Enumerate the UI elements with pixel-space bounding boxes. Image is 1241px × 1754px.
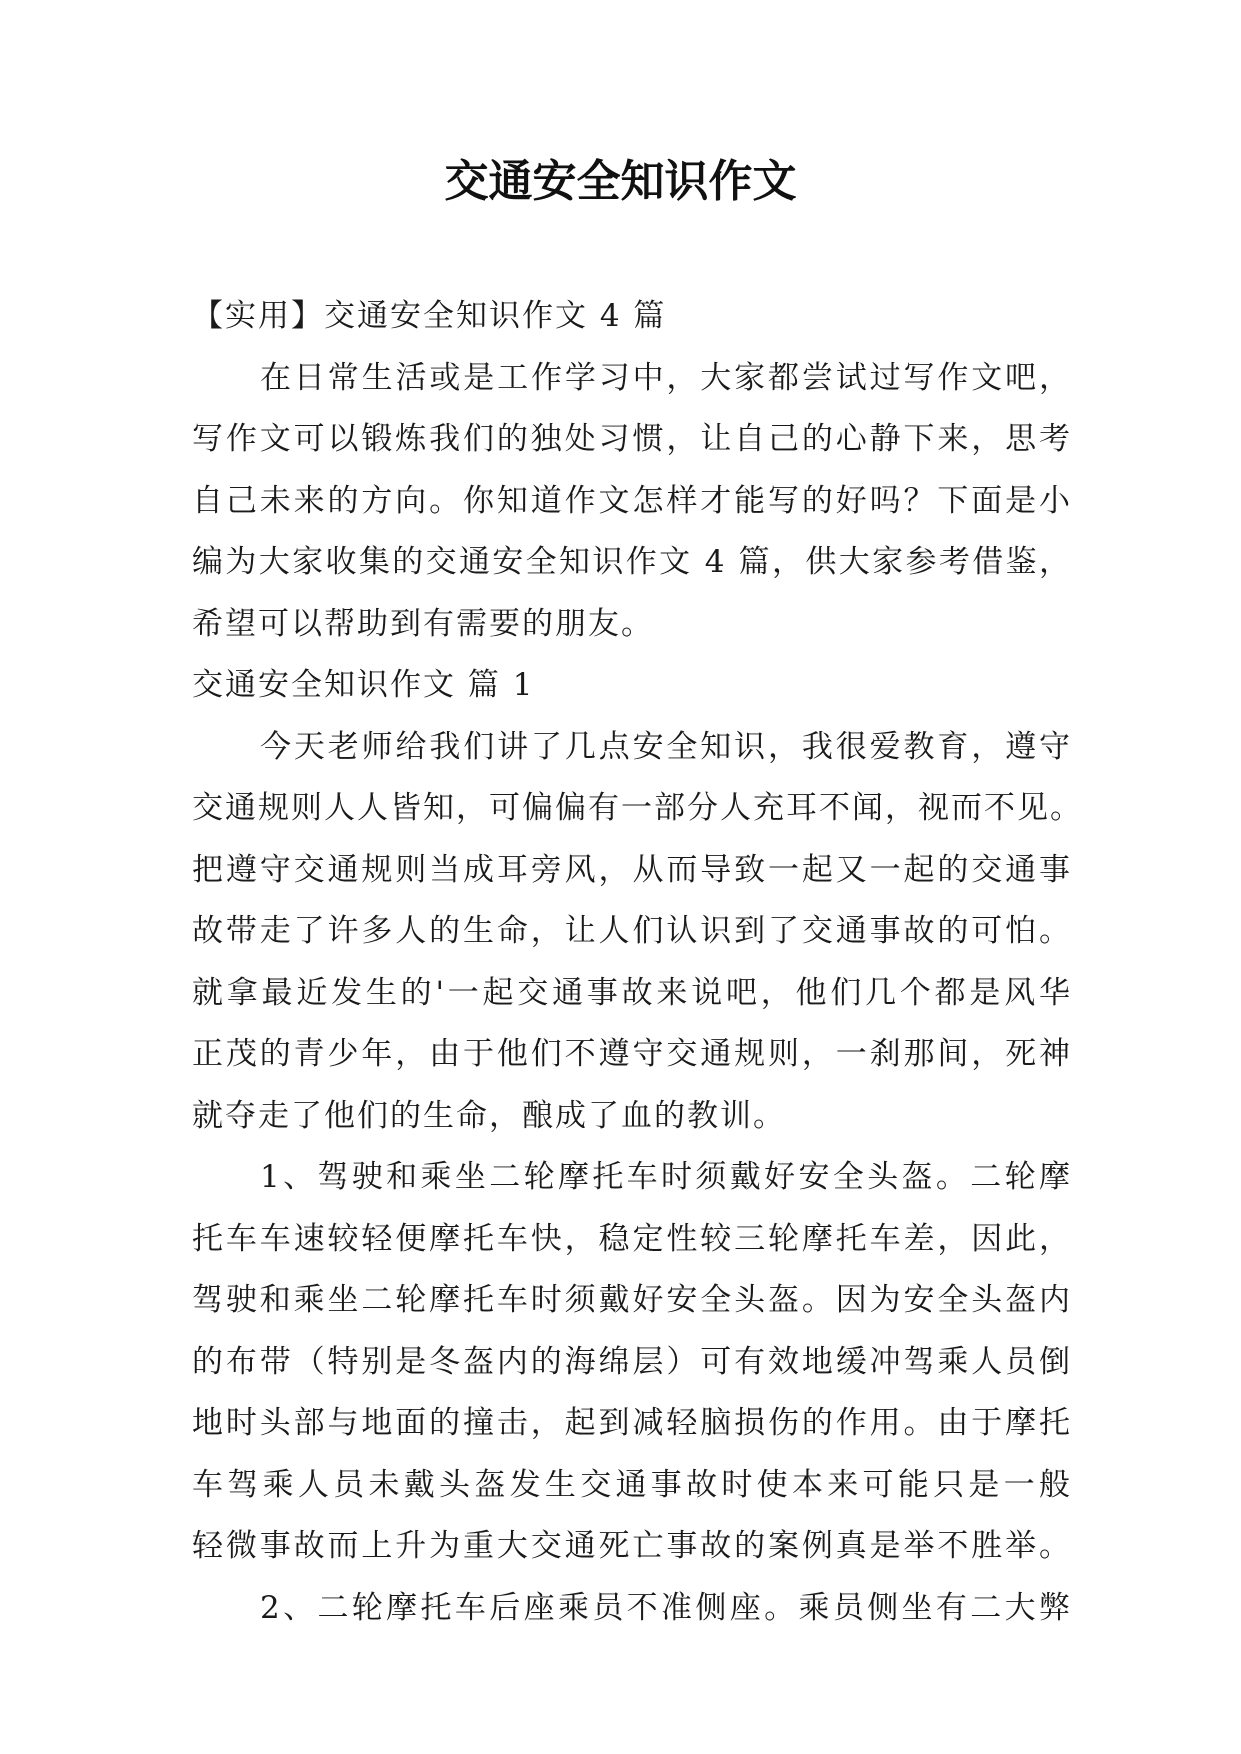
subtitle-line: 【实用】交通安全知识作文 4 篇 [192, 298, 667, 334]
paragraph-line: 今天老师给我们讲了几点安全知识，我很爱教育，遵守 [260, 728, 1072, 765]
intro-line: 在日常生活或是工作学习中，大家都尝试过写作文吧， [260, 359, 1072, 396]
body-paragraph-2 [192, 1147, 1072, 1578]
paragraph-line: 车驾乘人员未戴头盔发生交通事故时使本来可能只是一般 [192, 1466, 1072, 1503]
intro-line: 编为大家收集的交通安全知识作文 4 篇，供大家参考借鉴， [192, 544, 1072, 580]
intro-line: 自己未来的方向。你知道作文怎样才能写的好吗？下面是小 [192, 482, 1072, 519]
paragraph-line: 把遵守交通规则当成耳旁风，从而导致一起又一起的交通事 [192, 851, 1072, 888]
paragraph-line: 2、二轮摩托车后座乘员不准侧座。乘员侧坐有二大弊 [260, 1589, 1072, 1626]
document-title: 交通安全知识作文 [444, 156, 797, 207]
paragraph-line: 交通规则人人皆知，可偏偏有一部分人充耳不闻，视而不见。 [192, 790, 1083, 826]
paragraph-line: 地时头部与地面的撞击，起到减轻脑损伤的作用。由于摩托 [192, 1405, 1072, 1441]
document-body [192, 286, 1083, 1639]
intro-paragraph [192, 348, 1072, 656]
body-paragraph-1 [192, 717, 1083, 1148]
paragraph-line: 1、驾驶和乘坐二轮摩托车时须戴好安全头盔。二轮摩 [260, 1159, 1072, 1195]
paragraph-line: 驾驶和乘坐二轮摩托车时须戴好安全头盔。因为安全头盔内 [192, 1282, 1072, 1318]
paragraph-line: 故带走了许多人的生命，让人们认识到了交通事故的可怕。 [192, 913, 1072, 949]
body-paragraph-3 [192, 1578, 1072, 1640]
document-subtitle [192, 286, 1072, 348]
intro-line: 希望可以帮助到有需要的朋友。 [192, 605, 654, 642]
section-heading-line: 交通安全知识作文 篇 1 [192, 667, 535, 703]
paragraph-line: 托车车速较轻便摩托车快，稳定性较三轮摩托车差，因此， [192, 1220, 1072, 1257]
paragraph-line: 的布带（特别是冬盔内的海绵层）可有效地缓冲驾乘人员倒 [192, 1343, 1072, 1380]
paragraph-line: 轻微事故而上升为重大交通死亡事故的案例真是举不胜举。 [192, 1528, 1072, 1564]
paragraph-line: 就夺走了他们的生命，酿成了血的教训。 [192, 1097, 786, 1134]
paragraph-line: 正茂的青少年，由于他们不遵守交通规则，一刹那间，死神 [192, 1036, 1072, 1072]
paragraph-line: 就拿最近发生的'一起交通事故来说吧，他们几个都是风华 [192, 974, 1072, 1011]
section-heading [192, 655, 1072, 717]
intro-line: 写作文可以锻炼我们的独处习惯，让自己的心静下来，思考 [192, 421, 1072, 457]
